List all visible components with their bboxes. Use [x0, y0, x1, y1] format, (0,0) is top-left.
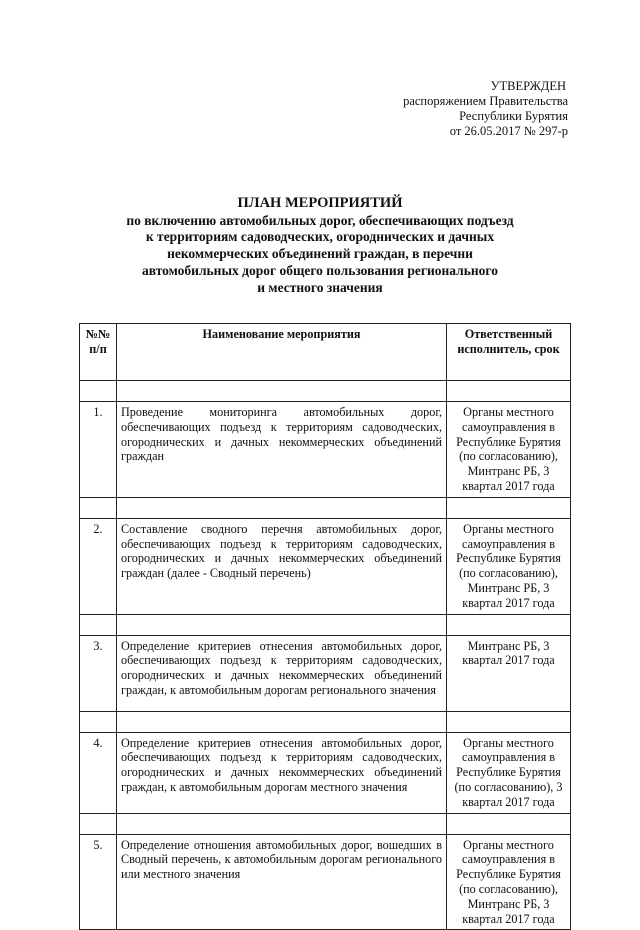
- table-spacer-row: [80, 381, 571, 402]
- plan-table: [79, 323, 571, 930]
- plan-title: ПЛАН МЕРОПРИЯТИЙ: [237, 195, 403, 211]
- approval-republic: Республики Бурятия: [459, 109, 568, 123]
- header-number: №№ п/п: [80, 324, 117, 381]
- approval-date-number: от 26.05.2017 № 297-р: [449, 124, 568, 138]
- row-number: 2.: [80, 518, 117, 614]
- plan-subtitle-line-4: автомобильных дорог общего пользования регионального: [142, 262, 498, 278]
- row-responsible: Органы местного самоуправления в Республике Бурятия (по согласованию), Минтранс РБ, 3 квартал 2017 года: [447, 834, 571, 930]
- plan-subtitle-line-2: к территориям садоводческих, огороднических и дачных: [145, 229, 495, 245]
- row-number: 3.: [80, 635, 117, 711]
- approval-authority: распоряжением Правительства: [403, 94, 568, 108]
- table-spacer-row: [80, 813, 571, 834]
- table-row: [80, 732, 571, 813]
- approval-stamp: [328, 79, 568, 139]
- row-activity: Проведение мониторинга автомобильных дорог, обеспечивающих подъезд к территориям садоводческих, огороднических и дачных некоммерческих объединений граждан: [117, 402, 447, 498]
- header-responsible: Ответственный исполнитель, срок: [447, 324, 571, 381]
- plan-subtitle-line-5: и местного значения: [257, 279, 383, 295]
- approval-title: УТВЕРЖДЕН: [490, 79, 566, 93]
- row-number: 4.: [80, 732, 117, 813]
- table-row: [80, 518, 571, 614]
- row-responsible: Органы местного самоуправления в Республике Бурятия (по согласованию), 3 квартал 2017 года: [447, 732, 571, 813]
- row-activity: Составление сводного перечня автомобильных дорог, обеспечивающих подъезд к территориям садоводческих, огороднических и дачных некоммерческих объединений граждан (далее - Сводный перечень): [117, 518, 447, 614]
- plan-subtitle-line-3: некоммерческих объединений граждан, в перечни: [167, 246, 473, 262]
- table-spacer-row: [80, 497, 571, 518]
- row-responsible: Органы местного самоуправления в Республике Бурятия (по согласованию), Минтранс РБ, 3 квартал 2017 года: [447, 518, 571, 614]
- row-activity: Определение критериев отнесения автомобильных дорог, обеспечивающих подъезд к территориям садоводческих, огороднических и дачных некоммерческих объединений граждан, к автомобильным дорогам регионального значения: [117, 635, 447, 711]
- table-header-row: [80, 324, 571, 381]
- table-row: [80, 635, 571, 711]
- row-activity: Определение отношения автомобильных дорог, вошедших в Сводный перечень, к автомобильным дорогам регионального или местного значения: [117, 834, 447, 930]
- table-spacer-row: [80, 614, 571, 635]
- header-activity-name: Наименование мероприятия: [117, 324, 447, 381]
- table-row: [80, 402, 571, 498]
- document-title: [60, 195, 580, 296]
- row-number: 5.: [80, 834, 117, 930]
- table-spacer-row: [80, 711, 571, 732]
- row-responsible: Органы местного самоуправления в Республике Бурятия (по согласованию), Минтранс РБ, 3 квартал 2017 года: [447, 402, 571, 498]
- plan-subtitle-line-1: по включению автомобильных дорог, обеспечивающих подъезд: [126, 212, 514, 228]
- table-row: [80, 834, 571, 930]
- row-number: 1.: [80, 402, 117, 498]
- row-activity: Определение критериев отнесения автомобильных дорог, обеспечивающих подъезд к территориям садоводческих, огороднических и дачных некоммерческих объединений граждан, к автомобильным дорогам местного значения: [117, 732, 447, 813]
- row-responsible: Минтранс РБ, 3 квартал 2017 года: [447, 635, 571, 711]
